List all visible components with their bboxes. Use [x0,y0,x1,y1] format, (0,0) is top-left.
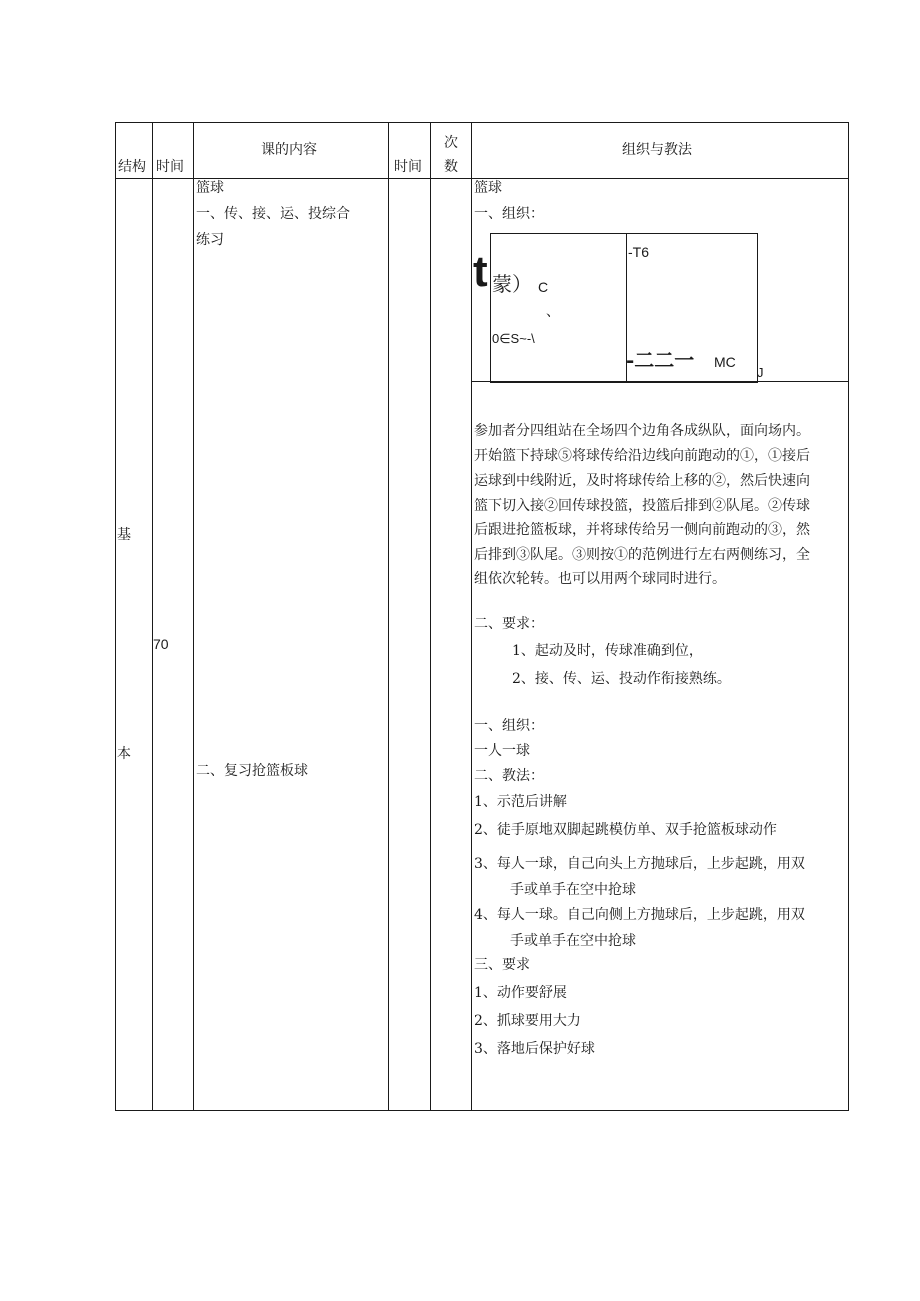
content-line-1: 篮球 [196,180,224,196]
section-duration: 70 [153,636,169,652]
diagram-c: C [538,279,549,295]
diagram-mc: MC [714,354,736,370]
col-border-5 [471,122,472,1111]
requirement-1: 1、起动及时，传球准确到位， [512,643,703,659]
diagram-meng: 蒙） [492,272,532,296]
org-paragraph-line: 运球到中线附近，及时将球传给上移的②，然后快速向 [474,473,810,489]
org-paragraph-line: 后跟进抢篮板球，并将球传给另一侧向前跑动的③，然 [474,522,810,538]
diagram-j: J [757,365,764,380]
method-3b: 手或单手在空中抢球 [510,882,636,898]
header-count-line2: 数 [444,159,458,175]
header-bottom-border [115,178,849,179]
diagram-t6: -T6 [628,244,649,260]
diagram-dashes: -二二一 [626,348,695,372]
org-paragraph-line: 后排到③队尾。③则按①的范例进行左右两侧练习，全 [474,547,810,563]
requirements3-title: 三、要求 [474,957,530,973]
org2-line: 一人一球 [474,743,530,759]
method-4b: 手或单手在空中抢球 [510,933,636,949]
method-2: 2、徒手原地双脚起跳模仿单、双手抢篮板球动作 [474,822,777,838]
method-4a: 4、每人一球。自己向侧上方抛球后，上步起跳，用双 [474,907,805,923]
requirement3-1: 1、动作要舒展 [474,985,567,1001]
requirement3-2: 2、抓球要用大力 [474,1013,581,1029]
header-time: 时间 [156,159,184,175]
col-border-3 [388,122,389,1111]
header-content: 课的内容 [261,142,317,158]
requirement-2: 2、接、传、运、投动作衔接熟练。 [512,671,731,687]
diagram-formula: 0∈S~-\ [492,331,535,346]
org2-title: 一、组织： [474,718,544,734]
org-label: 一、组织： [474,206,544,222]
org-paragraph-line: 组依次轮转。也可以用两个球同时进行。 [474,571,726,587]
header-organization: 组织与教法 [622,142,692,158]
table-top-border [115,122,849,123]
method-title: 二、教法： [474,768,544,784]
header-count-line1: 次 [444,135,458,151]
col-border-1 [152,122,153,1111]
content-line-3: 练习 [196,232,224,248]
org-paragraph-line: 参加者分四组站在全场四个边角各成纵队，面向场内。 [474,423,810,439]
col-border-0 [115,122,116,1111]
section-char-2: 本 [117,746,131,762]
diagram-bottom-line [471,381,848,382]
requirement3-3: 3、落地后保护好球 [474,1041,595,1057]
diagram-big-t: t [473,247,488,296]
col-border-2 [193,122,194,1111]
col-border-4 [430,122,431,1111]
content-line-2: 一、传、接、运、投综合 [196,206,350,222]
method-3a: 3、每人一球，自己向头上方抛球后，上步起跳，用双 [474,856,805,872]
org-title: 篮球 [474,180,502,196]
header-time-2: 时间 [394,159,422,175]
method-1: 1、示范后讲解 [474,794,567,810]
table-bottom-border [115,1110,849,1111]
org-paragraph-line: 篮下切入接②回传球投篮，投篮后排到②队尾。②传球 [474,498,810,514]
section-char-1: 基 [117,527,131,543]
requirements-title: 二、要求： [474,616,544,632]
org-paragraph-line: 开始篮下持球⑤将球传给沿边线向前跑动的①，①接后 [474,448,810,464]
diagram-mark: 、 [546,304,560,320]
header-structure: 结构 [118,159,146,175]
col-border-6 [848,122,849,1111]
content-line-4: 二、复习抢篮板球 [196,763,308,779]
